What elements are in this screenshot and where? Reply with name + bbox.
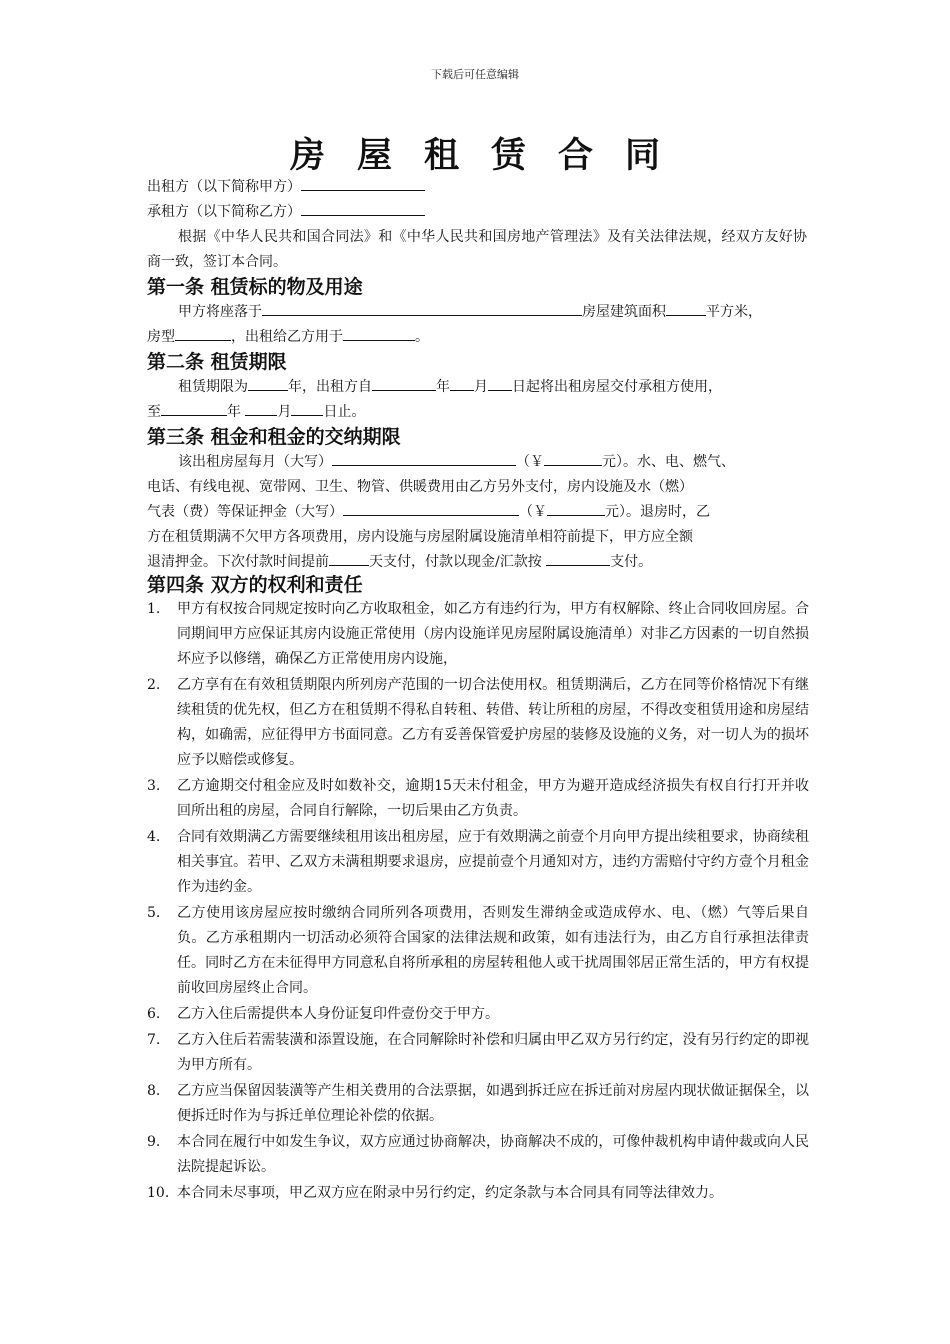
deposit-amount-blank [547, 500, 605, 516]
monthly-rent-words-blank [332, 450, 516, 466]
page-title: 房屋租赁合同 [289, 135, 692, 176]
article-2-text: 年 [227, 404, 246, 420]
article-2-text: 日起将出租房屋交付承租方使用， [512, 379, 722, 395]
article-3-text: 退清押金。下次付款时间提前 [147, 554, 329, 570]
clause-text: 合同有效期满乙方需要继续租用该出租房屋，应于有效期满之前壹个月向甲方提出续租要求，协商续租相关事宜。若甲、乙双方未满租期要求退房，应提前壹个月通知对方，违约方需赔付守约方壹个月租金作为违约金。 [177, 829, 809, 895]
list-item [147, 1130, 809, 1180]
article-3-line-2 [147, 475, 693, 500]
lessor-line [147, 175, 425, 200]
article-3-line-1 [178, 450, 735, 475]
preamble: 根据《中华人民共和国合同法》和《中华人民共和国房地产管理法》及有关法律法规，经双方友好协商一致，签订本合同。 [147, 229, 807, 270]
list-item [147, 673, 809, 773]
end-year-blank [161, 400, 227, 416]
clause-number: 8. [147, 1083, 161, 1099]
article-1-text: 甲方将座落于 [178, 304, 262, 320]
start-day-blank [488, 375, 512, 391]
end-month-blank [245, 400, 277, 416]
article-3-text: 元）。水、电、燃气、 [602, 454, 735, 470]
lessee-blank [301, 200, 425, 216]
article-2-text: 年，出租方自 [288, 379, 372, 395]
monthly-rent-amount-blank [544, 450, 602, 466]
lessee-label: 承租方（以下简称乙方） [147, 204, 301, 220]
article-3-text: 元）。退房时，乙 [605, 504, 710, 520]
article-3-text: 支付。 [610, 554, 653, 570]
list-item [147, 597, 809, 672]
term-years-blank [248, 375, 288, 391]
end-day-blank [291, 400, 323, 416]
article-1-text: ，出租给乙方用于 [231, 329, 343, 345]
clause-number: 9. [147, 1134, 161, 1150]
list-item [147, 774, 809, 824]
article-1-text: 房屋建筑面积 [582, 304, 666, 320]
clause-number: 10. [147, 1185, 170, 1201]
list-item [147, 1181, 809, 1206]
list-item [147, 1002, 809, 1027]
article-1-heading: 第一条 租赁标的物及用途 [147, 276, 363, 298]
article-2-text: 日止。 [323, 404, 366, 420]
payment-method-blank [546, 550, 610, 566]
usage-blank [343, 325, 415, 341]
article-1-line-1 [178, 300, 762, 325]
article-2-text: 月 [277, 404, 292, 420]
article-3-text: （￥ [516, 454, 544, 470]
clause-text: 本合同在履行中如发生争议，双方应通过协商解决，协商解决不成的，可像仲裁机构申请仲裁或向人民法院提起诉讼。 [177, 1134, 809, 1175]
list-item [147, 901, 809, 1001]
article-2-heading: 第二条 租赁期限 [147, 351, 287, 373]
article-4-heading: 第四条 双方的权利和责任 [147, 574, 363, 596]
article-3-line-5 [147, 550, 652, 575]
article-2-text: 租赁期限为 [178, 379, 248, 395]
clause-text: 乙方入住后需提供本人身份证复印件壹份交于甲方。 [177, 1006, 499, 1022]
article-3-text: （￥ [519, 504, 547, 520]
start-month-blank [450, 375, 474, 391]
deposit-words-blank [343, 500, 519, 516]
article-1-text: 。 [415, 329, 429, 345]
clause-text: 乙方入住后若需装潢和添置设施，在合同解除时补偿和归属由甲乙双方另行约定，没有另行约定的即视为甲方所有。 [177, 1032, 809, 1073]
clause-number: 4. [147, 829, 161, 845]
clause-list [147, 597, 809, 1207]
area-blank [666, 300, 706, 316]
clause-number: 5. [147, 905, 161, 921]
article-3-heading: 第三条 租金和租金的交纳期限 [147, 426, 401, 448]
article-3-text: 电话、有线电视、宽带网、卫生、物管、供暖费用由乙方另外支付，房内设施及水（燃） [147, 479, 693, 495]
lessee-line [147, 200, 425, 225]
article-2-line-2 [147, 400, 365, 425]
article-3-line-3 [147, 500, 710, 525]
article-2-text: 至 [147, 404, 161, 420]
clause-text: 甲方有权按合同规定按时向乙方收取租金，如乙方有违约行为，甲方有权解除、终止合同收回房屋。合同期间甲方应保证其房内设施正常使用（房内设施详见房屋附属设施清单）对非乙方因素的一切自然损坏应予以修缮，确保乙方正常使用房内设施， [177, 601, 809, 667]
lessor-blank [301, 175, 425, 191]
lessor-label: 出租方（以下简称甲方） [147, 179, 301, 195]
clause-text: 乙方逾期交付租金应及时如数补交，逾期15天未付租金，甲方为避开造成经济损失有权自行打开并收回所出租的房屋，合同自行解除，一切后果由乙方负责。 [177, 778, 809, 819]
article-1-text: 平方米， [706, 304, 762, 320]
address-blank [262, 300, 582, 316]
article-3-text: 该出租房屋每月（大写） [178, 454, 332, 470]
article-3-line-4 [147, 525, 693, 550]
clause-text: 乙方享有在有效租赁期限内所列房产范围的一切合法使用权。租赁期满后，乙方在同等价格情况下有继续租赁的优先权，但乙方在租赁期不得私自转租、转借、转让所租的房屋，不得改变租赁用途和房屋结构，如确需，应征得甲方书面同意。乙方有妥善保管爱护房屋的装修及设施的义务，对一切人为的损坏应予以赔偿或修复。 [177, 677, 809, 768]
list-item [147, 1079, 809, 1129]
clause-number: 7. [147, 1032, 161, 1048]
article-1-line-2 [147, 325, 429, 350]
clause-number: 3. [147, 778, 161, 794]
article-2-text: 年 [436, 379, 450, 395]
article-1-text: 房型 [147, 329, 175, 345]
clause-number: 2. [147, 677, 161, 693]
clause-number: 1. [147, 601, 161, 617]
clause-text: 乙方使用该房屋应按时缴纳合同所列各项费用，否则发生滞纳金或造成停水、电、（燃）气等后果自负。乙方承租期内一切活动必须符合国家的法律法规和政策，如有违法行为，由乙方自行承担法律责任。同时乙方在未征得甲方同意私自将所承租的房屋转租他人或干扰周围邻居正常生活的，甲方有权提前收回房屋终止合同。 [177, 905, 809, 996]
list-item [147, 1028, 809, 1078]
article-3-text: 方在租赁期满不欠甲方各项费用，房内设施与房屋附属设施清单相符前提下，甲方应全额 [147, 529, 693, 545]
list-item [147, 825, 809, 900]
article-2-text: 月 [474, 379, 488, 395]
clause-text: 本合同未尽事项，甲乙双方应在附录中另行约定，约定条款与本合同具有同等法律效力。 [177, 1185, 723, 1201]
article-3-text: 天支付，付款以现金/汇款按 [369, 554, 547, 570]
house-type-blank [175, 325, 231, 341]
article-2-line-1 [178, 375, 722, 400]
start-year-blank [372, 375, 436, 391]
article-3-text: 气表（费）等保证押金（大写） [147, 504, 343, 520]
clause-number: 6. [147, 1006, 161, 1022]
advance-days-blank [329, 550, 369, 566]
header-note: 下载后可任意编辑 [431, 68, 519, 81]
clause-text: 乙方应当保留因装潢等产生相关费用的合法票据，如遇到拆迁应在拆迁前对房屋内现状做证据保全，以便拆迁时作为与拆迁单位理论补偿的依据。 [177, 1083, 809, 1124]
